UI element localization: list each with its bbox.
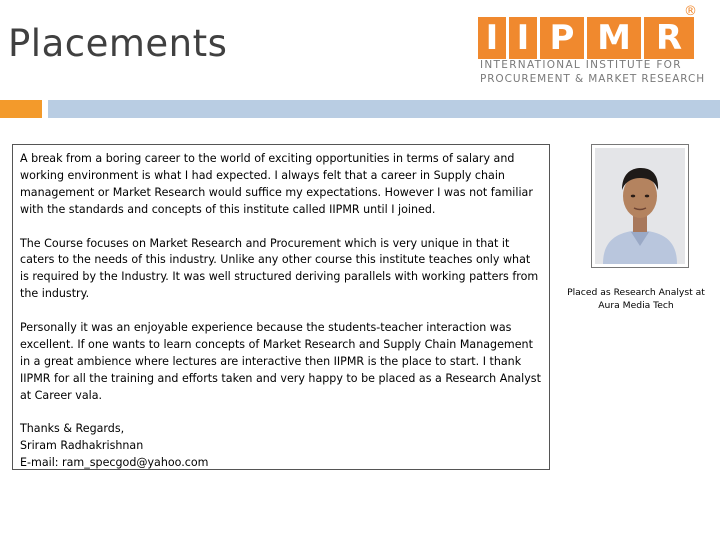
caption-line: Placed as Research Analyst at <box>567 287 705 298</box>
logo-letters <box>478 17 694 59</box>
accent-bar-orange <box>0 100 42 118</box>
person-photo-icon <box>595 148 685 264</box>
logo-letter: R <box>644 17 694 59</box>
caption-line: Aura Media Tech <box>598 300 674 311</box>
logo-tagline-2: PROCUREMENT & MARKET RESEARCH <box>480 73 705 85</box>
testimonial-paragraph: The Course focuses on Market Research and Procurement which is very unique in that it caters to the needs of this industry. Unlike any other course this institute teaches only what is required by the Industry. It was well structured deriving parallels with working patters from the industry. <box>20 236 539 301</box>
page-title: Placements <box>8 22 228 65</box>
profile-photo <box>591 144 689 268</box>
author-name: Sriram Radhakrishnan <box>20 439 144 453</box>
signoff: Thanks & Regards, <box>20 422 125 436</box>
testimonial-paragraph: A break from a boring career to the world of exciting opportunities in terms of salary and working environment is what I had expected. I always felt that a career in Supply chain management or Market Research would suffice my expectations. However I was not familiar with the standards and concepts of this institute called IIPMR until I joined. <box>20 152 533 216</box>
iipmr-logo <box>478 4 705 90</box>
author-email: E-mail: ram_specgod@yahoo.com <box>20 456 209 470</box>
logo-tagline-1: INTERNATIONAL INSTITUTE FOR <box>480 59 682 71</box>
accent-bar-blue <box>48 100 720 118</box>
logo-letter: P <box>540 17 584 59</box>
testimonial-paragraph: Personally it was an enjoyable experience because the students-teacher interaction was excellent. If one wants to learn concepts of Market Research and Supply Chain Management in a great ambience where lectures are interactive then IIPMR is the place to start. I thank IIPMR for all the training and efforts taken and very happy to be placed as a Research Analyst at Career vala. <box>20 321 541 402</box>
profile-caption <box>556 286 716 312</box>
registered-mark: ® <box>684 4 697 19</box>
testimonial-box <box>12 144 550 470</box>
logo-letter: M <box>587 17 641 59</box>
signature-block <box>20 421 542 472</box>
logo-letter: I <box>509 17 537 59</box>
logo-letter: I <box>478 17 506 59</box>
